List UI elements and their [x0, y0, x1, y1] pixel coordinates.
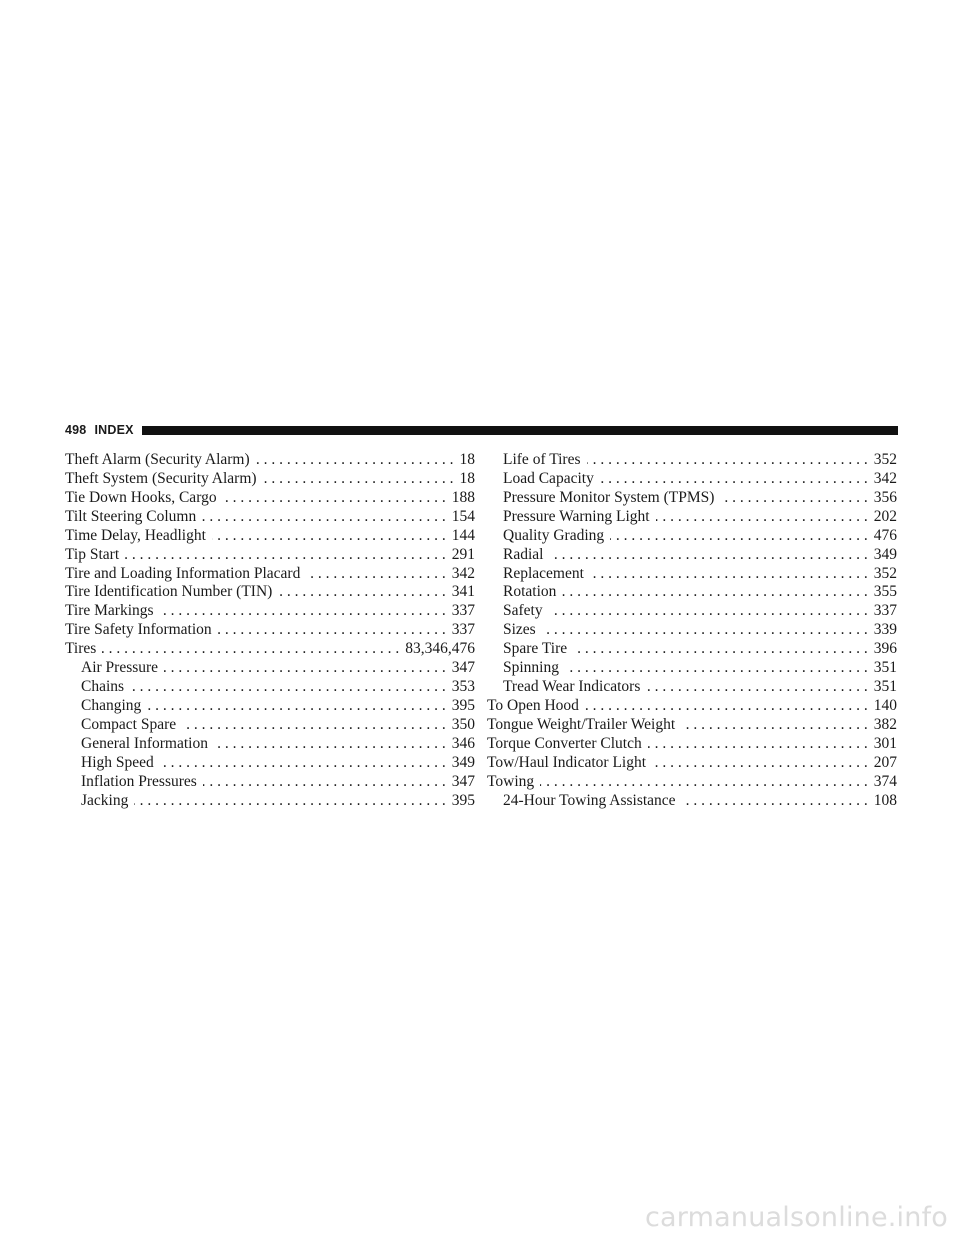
dot-leader	[646, 678, 867, 697]
dot-leader	[590, 565, 868, 584]
entry-page: 350	[451, 715, 475, 733]
dot-leader	[585, 697, 868, 716]
entry-term: Inflation Pressures	[81, 772, 197, 790]
dot-leader	[223, 489, 446, 508]
index-subentry	[487, 602, 897, 621]
dot-leader	[125, 546, 446, 565]
dot-leader	[160, 754, 446, 773]
entry-term: Radial	[503, 545, 544, 563]
index-subentry	[487, 489, 897, 508]
entry-term: Tire Safety Information	[65, 621, 212, 639]
index-column-right	[487, 451, 897, 811]
index-column-left	[65, 451, 475, 811]
index-entry	[65, 546, 475, 565]
dot-leader	[549, 546, 867, 565]
entry-page: 18	[459, 469, 475, 487]
dot-leader	[212, 527, 446, 546]
entry-page: 355	[873, 583, 897, 601]
entry-term: Theft System (Security Alarm)	[65, 469, 257, 487]
index-subentry	[487, 527, 897, 546]
entry-term: Sizes	[503, 621, 536, 639]
entry-term: Jacking	[81, 791, 129, 809]
dot-leader	[540, 773, 868, 792]
entry-term: Changing	[81, 696, 142, 714]
index-subentry	[487, 678, 897, 697]
dot-leader	[160, 602, 446, 621]
entry-page: 207	[873, 753, 897, 771]
dot-leader	[218, 621, 446, 640]
entry-term: Tow/Haul Indicator Light	[487, 753, 647, 771]
dot-leader	[278, 583, 445, 602]
dot-leader	[263, 470, 454, 489]
index-entry	[65, 621, 475, 640]
index-subentry	[487, 546, 897, 565]
index-entry	[65, 489, 475, 508]
entry-page: 382	[873, 715, 897, 733]
entry-page: 374	[873, 772, 897, 790]
entry-page: 353	[451, 678, 475, 696]
index-subentry	[65, 659, 475, 678]
entry-term: High Speed	[81, 753, 154, 771]
index-entry	[65, 470, 475, 489]
entry-page: 395	[451, 791, 475, 809]
index-subentry	[487, 621, 897, 640]
entry-term: Tongue Weight/Trailer Weight	[487, 715, 676, 733]
page-number: 498	[65, 423, 87, 437]
entry-page: 352	[873, 451, 897, 468]
entry-term: Tire and Loading Information Placard	[65, 564, 301, 582]
entry-page: 108	[873, 791, 897, 809]
index-subentry	[65, 754, 475, 773]
entry-page: 301	[873, 734, 897, 752]
index-entry	[65, 508, 475, 527]
entry-term: Pressure Warning Light	[503, 507, 650, 525]
index-subentry	[65, 716, 475, 735]
entry-page: 339	[873, 621, 897, 639]
dot-leader	[202, 508, 446, 527]
entry-term: Tread Wear Indicators	[503, 678, 641, 696]
dot-leader	[214, 735, 446, 754]
entry-term: Time Delay, Headlight	[65, 526, 206, 544]
index-entry	[487, 754, 897, 773]
entry-term: Tip Start	[65, 545, 120, 563]
header-rule	[142, 426, 898, 435]
entry-page: 349	[873, 545, 897, 563]
dot-leader	[720, 489, 867, 508]
entry-term: Air Pressure	[81, 659, 159, 677]
dot-leader	[134, 792, 445, 811]
entry-term: Rotation	[503, 583, 557, 601]
entry-page: 356	[873, 488, 897, 506]
entry-term: Safety	[503, 602, 543, 620]
index-subentry	[487, 565, 897, 584]
index-entry	[487, 773, 897, 792]
entry-term: Compact Spare	[81, 715, 177, 733]
entry-page: 144	[451, 526, 475, 544]
entry-page: 154	[451, 507, 475, 525]
index-entry	[487, 735, 897, 754]
entry-term: Towing	[487, 772, 535, 790]
entry-term: Tire Identification Number (TIN)	[65, 583, 273, 601]
dot-leader	[681, 716, 868, 735]
entry-page: 341	[451, 583, 475, 601]
dot-leader	[600, 470, 868, 489]
entry-term: Load Capacity	[503, 469, 594, 487]
dot-leader	[610, 527, 868, 546]
dot-leader	[182, 716, 446, 735]
entry-page: 349	[451, 753, 475, 771]
index-subentry	[65, 697, 475, 716]
entry-page: 18	[459, 451, 475, 468]
dot-leader	[203, 773, 446, 792]
entry-term: Chains	[81, 678, 125, 696]
index-subentry	[65, 792, 475, 811]
entry-term: Theft Alarm (Security Alarm)	[65, 451, 250, 468]
dot-leader	[164, 659, 446, 678]
entry-page: 188	[451, 488, 475, 506]
entry-page: 337	[451, 621, 475, 639]
entry-page: 83,346,476	[405, 640, 475, 658]
watermark: carmanualsonline.info	[645, 1202, 948, 1233]
entry-term: General Information	[81, 734, 208, 752]
index-entry	[487, 697, 897, 716]
dot-leader	[549, 602, 868, 621]
entry-page: 346	[451, 734, 475, 752]
index-entry	[65, 640, 475, 659]
entry-term: Spare Tire	[503, 640, 568, 658]
dot-leader	[130, 678, 446, 697]
entry-page: 337	[451, 602, 475, 620]
dot-leader	[656, 508, 868, 527]
entry-page: 140	[873, 696, 897, 714]
entry-page: 337	[873, 602, 897, 620]
entry-term: Tie Down Hooks, Cargo	[65, 488, 217, 506]
entry-page: 342	[451, 564, 475, 582]
dot-leader	[542, 621, 868, 640]
index-subentry	[487, 508, 897, 527]
entry-term: 24-Hour Towing Assistance	[503, 791, 676, 809]
entry-term: Tires	[65, 640, 97, 658]
index-subentry	[65, 773, 475, 792]
index-subentry	[65, 735, 475, 754]
dot-leader	[652, 754, 868, 773]
dot-leader	[587, 451, 868, 470]
entry-page: 291	[451, 545, 475, 563]
entry-page: 351	[873, 659, 897, 677]
entry-page: 347	[451, 772, 475, 790]
entry-term: Replacement	[503, 564, 584, 582]
entry-term: Life of Tires	[503, 451, 581, 468]
dot-leader	[102, 640, 399, 659]
index-subentry	[487, 470, 897, 489]
dot-leader	[306, 565, 445, 584]
index-subentry	[487, 792, 897, 811]
dot-leader	[682, 792, 868, 811]
entry-term: Spinning	[503, 659, 559, 677]
index-subentry	[487, 640, 897, 659]
page-header	[65, 423, 898, 437]
entry-page: 476	[873, 526, 897, 544]
entry-page: 351	[873, 678, 897, 696]
dot-leader	[573, 640, 868, 659]
dot-leader	[565, 659, 868, 678]
dot-leader	[562, 583, 867, 602]
index-entry	[65, 565, 475, 584]
entry-page: 347	[451, 659, 475, 677]
dot-leader	[648, 735, 868, 754]
entry-page: 396	[873, 640, 897, 658]
entry-term: Tire Markings	[65, 602, 154, 620]
index-subentry	[487, 451, 897, 470]
entry-page: 342	[873, 469, 897, 487]
entry-term: To Open Hood	[487, 696, 579, 714]
entry-term: Torque Converter Clutch	[487, 734, 642, 752]
entry-term: Quality Grading	[503, 526, 605, 544]
index-subentry	[487, 583, 897, 602]
entry-page: 202	[873, 507, 897, 525]
dot-leader	[256, 451, 454, 470]
entry-page: 352	[873, 564, 897, 582]
index-entry	[65, 527, 475, 546]
entry-page: 395	[451, 696, 475, 714]
index-entry	[65, 602, 475, 621]
index-subentry	[65, 678, 475, 697]
index-subentry	[487, 659, 897, 678]
dot-leader	[147, 697, 445, 716]
section-title: INDEX	[94, 423, 134, 437]
index-entry	[65, 451, 475, 470]
index-entry	[65, 583, 475, 602]
entry-term: Tilt Steering Column	[65, 507, 197, 525]
index-entry	[487, 716, 897, 735]
entry-term: Pressure Monitor System (TPMS)	[503, 488, 715, 506]
